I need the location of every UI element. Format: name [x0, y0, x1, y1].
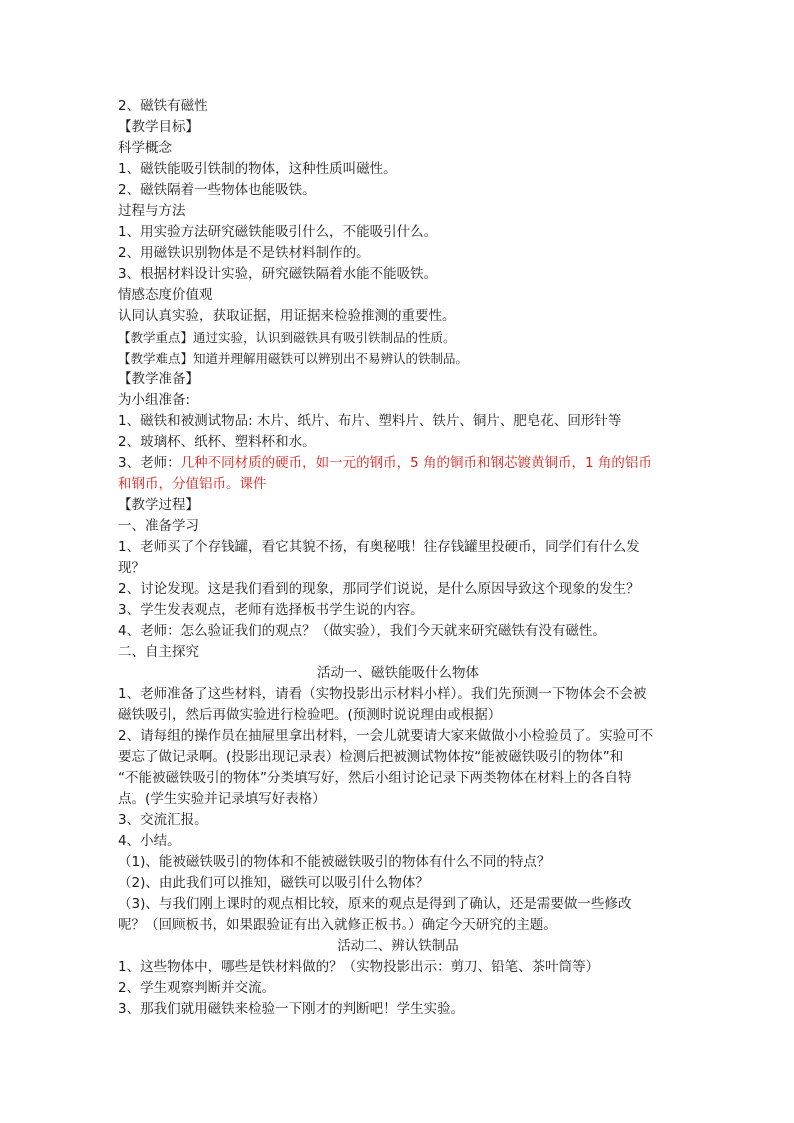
- text-line: （1)、能被磁铁吸引的物体和不能被磁铁吸引的物体有什么不同的特点？: [118, 854, 551, 870]
- text-line: 2、用磁铁识别物体是不是铁材料制作的。: [118, 245, 370, 261]
- text-line: 磁铁吸引，然后再做实验进行检验吧。(预测时说说理由或根据）: [118, 707, 502, 723]
- text-line: 2、学生观察判断并交流。: [118, 980, 276, 996]
- difficult-points: 【教学难点】知道并理解用磁铁可以辨别出不易辨认的铁制品。: [118, 351, 469, 366]
- text-line: 为小组准备:: [118, 392, 191, 408]
- document-body: [118, 96, 678, 1020]
- text-line: “不能被磁铁吸引的物体”分类填写好，然后小组讨论记录下两类物体在材料上的各自特: [118, 770, 632, 786]
- lesson-title: 2、磁铁有磁性: [118, 98, 208, 114]
- text-line: 4、老师：怎么验证我们的观点？（做实验），我们今天就来研究磁铁有没有磁性。: [118, 623, 606, 639]
- subheading-attitude: 情感态度价值观: [118, 287, 213, 303]
- subheading-part-two: 二、自主探究: [118, 644, 199, 660]
- text-line: 4、小结。: [118, 833, 181, 849]
- text-line: 1、这些物体中，哪些是铁材料做的？（实物投影出示：剪刀、铅笔、茶叶筒等）: [118, 959, 600, 975]
- text-line: （3)、与我们刚上课时的观点相比较，原来的观点是得到了确认，还是需要做一些修改: [118, 896, 632, 912]
- section-heading-objectives: 【教学目标】: [118, 119, 199, 135]
- teacher-preparation-line: [118, 453, 678, 474]
- text-line: 2、磁铁隔着一些物体也能吸铁。: [118, 182, 316, 198]
- text-line: 3、交流汇报。: [118, 812, 208, 828]
- text-line: 1、老师准备了这些材料，请看（实物投影出示材料小样）。我们先预测一下物体会不会被: [118, 686, 647, 702]
- text-line: 2、玻璃杯、纸杯、塑料杯和水。: [118, 434, 316, 450]
- activity-one-title: 活动一、磁铁能吸什么物体: [317, 665, 479, 681]
- activity-two-title: 活动二、辨认铁制品: [337, 938, 459, 954]
- text-line: 1、磁铁和被测试物品: 木片、纸片、布片、塑料片、铁片、铜片、肥皂花、回形针等: [118, 413, 622, 429]
- section-heading-process: 【教学过程】: [118, 497, 199, 513]
- text-line: 3、根据材料设计实验，研究磁铁隔着水能不能吸铁。: [118, 266, 438, 282]
- text-line: 点。(学生实验并记录填写好表格）: [118, 791, 326, 807]
- text-line: 要忘了做记录啊。(投影出现记录表）检测后把被测试物体按“能被磁铁吸引的物体”和: [118, 749, 624, 765]
- highlighted-text: 几种不同材质的硬币，如一元的钢币，5 角的铜币和钢芯镀黄铜币，1 角的铝币: [180, 455, 652, 471]
- text-line: 3、学生发表观点，老师有选择板书学生说的内容。: [118, 602, 424, 618]
- text-line: 1、用实验方法研究磁铁能吸引什么，不能吸引什么。: [118, 224, 438, 240]
- text-line: 呢？（回顾板书，如果跟验证有出入就修正板书。）确定今天研究的主题。: [118, 917, 557, 933]
- text-line: 认同认真实验，获取证据，用证据来检验推测的重要性。: [118, 308, 456, 324]
- text-line: 1、磁铁能吸引铁制的物体，这种性质叫磁性。: [118, 161, 397, 177]
- section-heading-preparation: 【教学准备】: [118, 371, 199, 387]
- teacher-label: 3、老师：: [118, 455, 181, 471]
- subheading-part-one: 一、准备学习: [118, 518, 199, 534]
- text-line: 现？: [118, 560, 145, 576]
- text-line: 1、老师买了个存钱罐，看它其貌不扬，有奥秘哦！往存钱罐里投硬币，同学们有什么发: [118, 539, 640, 555]
- key-points: 【教学重点】通过实验，认识到磁铁具有吸引铁制品的性质。: [118, 330, 456, 345]
- text-line: 2、讨论发现。这是我们看到的现象，那同学们说说，是什么原因导致这个现象的发生？: [118, 581, 640, 597]
- text-line: （2)、由此我们可以推知，磁铁可以吸引什么物体？: [118, 875, 429, 891]
- text-line: 2、请每组的操作员在抽屉里拿出材料，一会儿就要请大家来做做小小检验员了。实验可不: [118, 728, 654, 744]
- subheading-methods: 过程与方法: [118, 203, 186, 219]
- subheading-concepts: 科学概念: [118, 140, 172, 156]
- text-line: 3、那我们就用磁铁来检验一下刚才的判断吧！学生实验。: [118, 1001, 465, 1017]
- highlighted-text: 和钢币，分值铝币。课件: [118, 476, 267, 492]
